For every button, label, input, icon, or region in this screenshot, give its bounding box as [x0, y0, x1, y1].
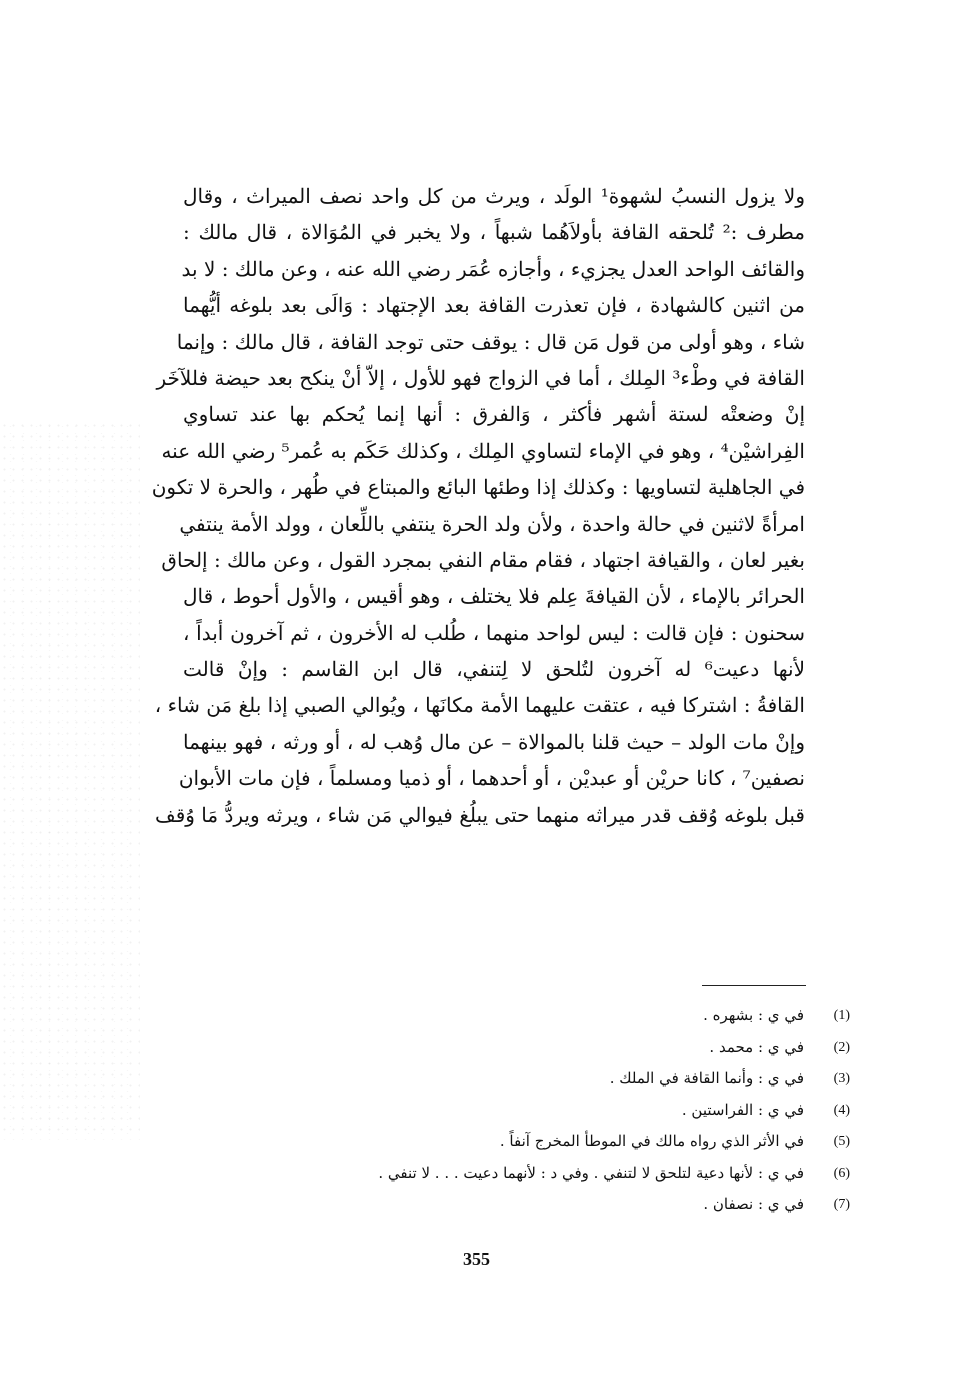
text-line: بغير لعان ، والقيافة اجتهاد ، فقام مقام النفي بمجرد القول ، وعن مالك : إلحاق — [161, 547, 805, 572]
text-line: شاء ، وهو أولى من قول مَن قال : يوقف حتى توجد القافة ، قال مالك : وإنما — [176, 329, 805, 354]
text-line: ولا يزول النسبُ لشهوة¹ الولَد ، ويرث من كل واحد نصف الميراث ، وقال — [183, 184, 805, 208]
footnote-number: (7) — [833, 1197, 850, 1212]
text-line: نصفين⁷ ، كانا حريْن أو عبديْن ، أو أحدهما ، أو ذميا ومسلماً ، فإن مات الأبوان — [178, 766, 805, 791]
footnote-text: في ي : بشهره . — [703, 1006, 804, 1024]
text-line: قبل بلوغه وُقف قدر ميراثه منهما حتى يبلُغ فيوالي مَن شاء ، ويرثه ويردُّ مَا وُقف — [155, 802, 805, 827]
footnote-number: (5) — [833, 1134, 850, 1149]
scan-noise — [0, 420, 140, 1140]
footnote — [290, 1095, 850, 1127]
text-line: في الجاهلية لتساويها : وكذلك إذا وطئها البائع والمبتاع في طُهر ، والحرة لا تكون — [151, 475, 805, 500]
main-text — [151, 178, 805, 833]
text-line: إنْ وضعتْه لستة أشهر فأكثر ، وَالفرق : أنها إنما يُحكم بها عند تساوي — [183, 402, 805, 427]
footnote-number: (1) — [833, 1008, 850, 1023]
footnote — [290, 1000, 850, 1032]
text-line: سحنون : فإن قالت : ليس لواحد منهما ، طُلب له الأخرون ، ثم آخرون أبداً ، — [183, 620, 805, 645]
footnote-text: في ي : محمد . — [709, 1037, 804, 1056]
text-line: وإنْ مات الولد – حيث قلنا بالموالاة – عن مال وُهب له ، أو ورثه ، فهو بينهما — [183, 729, 805, 754]
text-line: الحرائر بالإماء ، لأن القيافةَ عِلم فلا يختلف ، وهو أقيس ، والأول أحوط ، قال — [183, 584, 805, 609]
footnote-text: في ي : لأنها دعية لتلحق لا لتنفي . وفي د : لأنهما دعيت . . . لا تنفي . — [378, 1163, 804, 1182]
footnote — [290, 1032, 850, 1064]
footnote — [290, 1158, 850, 1190]
footnote-divider — [702, 985, 806, 986]
footnote-number: (6) — [833, 1165, 850, 1181]
footnote-number: (3) — [833, 1071, 850, 1086]
footnote — [290, 1063, 850, 1095]
footnote — [290, 1189, 850, 1221]
text-line: مطرف :² تُلحقه القافة بأولاَهُما شبهاً ، ولا يخبر في المُوَالاة ، قال مالك : — [183, 220, 805, 245]
text-line: القافة في وطْء³ المِلك ، أما في الزواج فهو للأول ، إلاّ أنْ ينكح بعد حيضة فللآخَر — [156, 365, 805, 390]
footnote-number: (2) — [833, 1039, 850, 1055]
text-line: والقائف الواحد العدل يجزيء ، وأجازه عُمَر رضي الله عنه ، وعن مالك : لا بد — [181, 256, 805, 281]
footnote-text: في ي : وأنما القافة في الملك . — [609, 1069, 804, 1087]
text-line: القافةُ : اشتركا فيه ، عتقت عليهما الأمة مكانَها ، ويُوالي الصبي إذا بلغ مَن شاء ، — [154, 693, 805, 718]
footnote-text: في ي : نصفان . — [703, 1195, 804, 1213]
footnote-text: في ي : الفراستين . — [681, 1100, 804, 1119]
text-line: لأنها دعيت⁶ له آخرون لتُلحق لا لِتنفي، قال ابن القاسم : وإنْ قالت — [183, 657, 805, 682]
footnote — [290, 1126, 850, 1158]
page-number: 355 — [463, 1249, 490, 1269]
text-line: الفِراشيْن⁴ ، وهو في الإماء لتساوي المِلك ، وكذلك حَكَم به عُمر⁵ رضي الله عنه — [161, 438, 805, 463]
text-line: امرأةً لاثنين في حالة واحدة ، ولأن ولد الحرة ينتفي باللِّعان ، وولد الأمة ينتفي — [179, 511, 805, 536]
footnote-text: في الأثر الذي رواه مالك في الموطأ المخرج آنفاً . — [499, 1132, 804, 1150]
footnotes — [290, 1000, 850, 1221]
text-line: من اثنين كالشهادة ، فإن تعذرت القافة بعد الإجتهاد : وَالَى بعد بلوغه أيُّهما — [183, 293, 805, 318]
footnote-number: (4) — [833, 1102, 850, 1118]
